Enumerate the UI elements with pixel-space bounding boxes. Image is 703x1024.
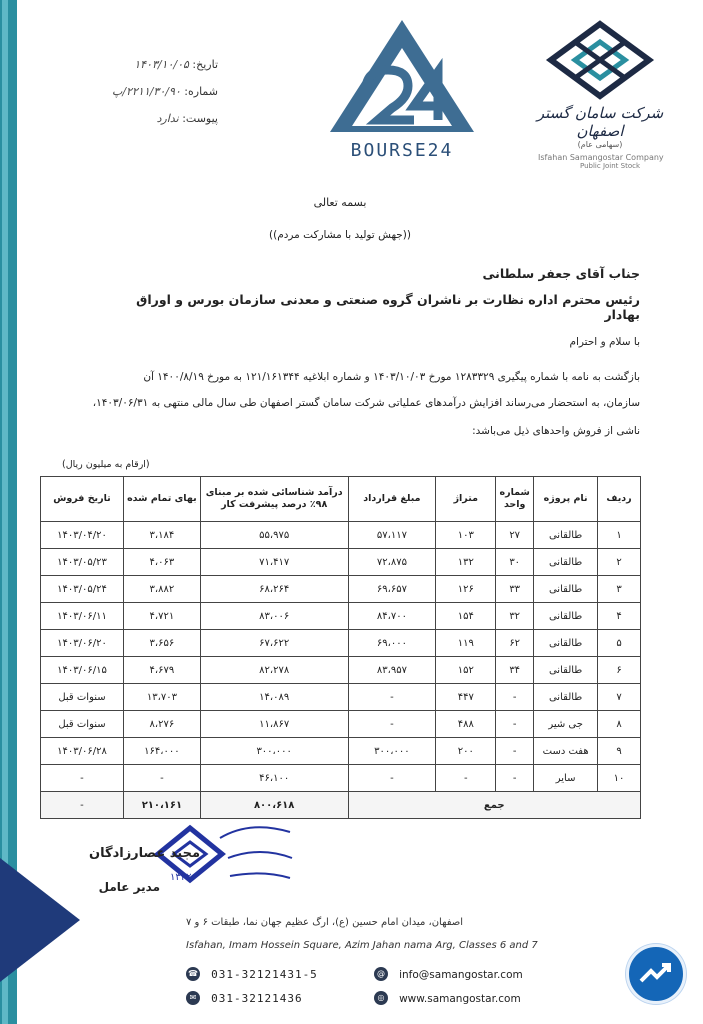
company-logo — [520, 20, 680, 170]
bourse24-logo — [322, 18, 482, 168]
cell: ۱۵۴ — [436, 603, 496, 630]
cell: ۷۱،۴۱۷ — [200, 549, 348, 576]
cell: ۶۹،۶۵۷ — [348, 576, 436, 603]
cell: ۴،۶۷۹ — [123, 657, 200, 684]
cell: هفت دست — [534, 738, 598, 765]
header-contract-amount: مبلغ قرارداد — [348, 477, 436, 522]
signer-name: مجید عصارزادگان — [89, 846, 200, 861]
phone-1-row — [186, 963, 318, 982]
table-header-row — [41, 477, 641, 522]
cell: ۸ — [598, 711, 641, 738]
cell: ۱۴۰۳/۰۵/۲۳ — [41, 549, 124, 576]
cell: ۸۴،۷۰۰ — [348, 603, 436, 630]
cell: ۱۴۰۳/۰۶/۲۰ — [41, 630, 124, 657]
website-row — [374, 987, 521, 1006]
header-cost: بهای تمام شده — [123, 477, 200, 522]
header-project-name: نام پروژه — [534, 477, 598, 522]
company-name-fa: شرکت سامان گستر اصفهان — [536, 104, 664, 140]
table-row — [41, 657, 641, 684]
signer-title: مدیر عامل — [98, 880, 160, 894]
date-value: ۱۴۰۳/۱۰/۰۵ — [134, 58, 189, 71]
cell: ۶۸،۲۶۴ — [200, 576, 348, 603]
body-line-3: ناشی از فروش واحدهای ذیل می‌باشد: — [472, 425, 640, 437]
table-row — [41, 765, 641, 792]
bourse24-wordmark: BOURSE24 — [350, 140, 454, 161]
table-total-row — [41, 792, 641, 819]
cell: ۳۰۰،۰۰۰ — [348, 738, 436, 765]
total-label: جمع — [348, 792, 641, 819]
phone-2: 031-32121436 — [211, 992, 303, 1005]
website: www.samangostar.com — [399, 993, 521, 1005]
cell: ۴،۰۶۳ — [123, 549, 200, 576]
cell: ۱ — [598, 522, 641, 549]
phone-2-row — [186, 987, 303, 1006]
left-triangle-decoration — [0, 858, 80, 982]
table-row — [41, 630, 641, 657]
body-line-2: سازمان، به استحضار می‌رساند افزایش درآمدهای عملیاتی شرکت سامان گستر اصفهان طی سال مالی منتهی به ۱۴۰۳/۰۶/۳۱، — [92, 397, 640, 409]
cell: ۱۵۲ — [436, 657, 496, 684]
cell: جی شیر — [534, 711, 598, 738]
phone-icon: ☎ — [186, 967, 200, 981]
cell: ۳۴ — [496, 657, 534, 684]
cell: ۱۰ — [598, 765, 641, 792]
bourse24-logo-icon — [322, 18, 482, 136]
cell: ۱۳،۷۰۳ — [123, 684, 200, 711]
cell: ۱۱۹ — [436, 630, 496, 657]
unit-note: (ارقام به میلیون ریال) — [62, 459, 150, 470]
table-row — [41, 738, 641, 765]
cell: - — [41, 765, 124, 792]
cell: ۱۴۰۳/۰۶/۱۱ — [41, 603, 124, 630]
cell: - — [496, 684, 534, 711]
total-income: ۸۰۰،۶۱۸ — [200, 792, 348, 819]
slogan: ((جهش تولید با مشارکت مردم)) — [269, 229, 411, 241]
cell: ۴،۷۲۱ — [123, 603, 200, 630]
table-row — [41, 684, 641, 711]
cell: ۳۲ — [496, 603, 534, 630]
cell: ۴ — [598, 603, 641, 630]
company-emblem-icon — [545, 20, 655, 100]
header-row-number: ردیف — [598, 477, 641, 522]
date-field — [58, 58, 218, 71]
cell: طالقانی — [534, 603, 598, 630]
cell: ۱۳۲ — [436, 549, 496, 576]
cell: ۴۶،۱۰۰ — [200, 765, 348, 792]
header-unit-number: شماره واحد — [496, 477, 534, 522]
table-row — [41, 711, 641, 738]
cell: - — [436, 765, 496, 792]
body-line-1: بازگشت به نامه با شماره پیگیری ۱۲۸۳۳۲۹ مورخ ۱۴۰۳/۱۰/۰۳ و شماره ابلاغیه ۱۲۱/۱۶۱۳۴۴ به مورخ ۱۴۰۰/۸/۱۹ آن — [143, 371, 640, 383]
recipient-title: رئیس محترم اداره نظارت بر ناشران گروه صنعتی و معدنی سازمان بورس و اوراق بهادار — [136, 292, 640, 322]
cell: ۱۰۳ — [436, 522, 496, 549]
bismillah: بسمه تعالی — [313, 196, 367, 209]
attachment-value: ندارد — [156, 112, 179, 125]
email: info@samangostar.com — [399, 969, 523, 981]
table-row — [41, 522, 641, 549]
address-fa: اصفهان، میدان امام حسین (ع)، ارگ عظیم جهان نما، طبقات ۶ و ۷ — [186, 917, 464, 928]
cell: - — [496, 711, 534, 738]
header-area: متراژ — [436, 477, 496, 522]
phone-1: 031-32121431-5 — [211, 968, 318, 981]
cell: ۶۷،۶۲۲ — [200, 630, 348, 657]
cell: ۲ — [598, 549, 641, 576]
cell: ۵۵،۹۷۵ — [200, 522, 348, 549]
cell: ۵ — [598, 630, 641, 657]
cell: ۲۰۰ — [436, 738, 496, 765]
cell: سنوات قبل — [41, 711, 124, 738]
attachment-label: پیوست: — [182, 112, 218, 125]
letter-meta — [58, 58, 218, 125]
sales-table — [40, 476, 641, 819]
cell: ۷۲،۸۷۵ — [348, 549, 436, 576]
cell: ۸۳،۹۵۷ — [348, 657, 436, 684]
cell: - — [348, 684, 436, 711]
bourse24-badge — [626, 944, 686, 1004]
cell: طالقانی — [534, 549, 598, 576]
cell: ۳۰ — [496, 549, 534, 576]
cell: - — [348, 711, 436, 738]
number-label: شماره: — [184, 85, 218, 98]
fax-icon: ✉ — [186, 991, 200, 1005]
address-en: Isfahan, Imam Hossein Square, Azim Jahan nama Arg, Classes 6 and 7 — [186, 940, 538, 951]
cell: ۴۴۷ — [436, 684, 496, 711]
cell: طالقانی — [534, 630, 598, 657]
date-label: تاریخ: — [192, 58, 218, 71]
cell: ۱۴۰۳/۰۴/۲۰ — [41, 522, 124, 549]
cell: سایر — [534, 765, 598, 792]
total-date: - — [41, 792, 124, 819]
table-row — [41, 549, 641, 576]
cell: ۸،۲۷۶ — [123, 711, 200, 738]
cell: ۱۴،۰۸۹ — [200, 684, 348, 711]
header-recognized-income: درآمد شناسائی شده بر مبنای ۹۸٪ درصد پیشرفت کار — [200, 477, 348, 522]
cell: ۸۳،۰۰۶ — [200, 603, 348, 630]
cell: - — [496, 738, 534, 765]
cell: ۶۹،۰۰۰ — [348, 630, 436, 657]
cell: ۷ — [598, 684, 641, 711]
table-row — [41, 576, 641, 603]
cell: ۳،۸۸۲ — [123, 576, 200, 603]
cell: ۱۲۶ — [436, 576, 496, 603]
company-type-en: Public Joint Stock — [580, 162, 641, 170]
stamp-number: ۱۳۲۲ — [170, 872, 192, 883]
cell: طالقانی — [534, 522, 598, 549]
globe-icon: ◎ — [374, 991, 388, 1005]
cell: سنوات قبل — [41, 684, 124, 711]
cell: ۱۱،۸۶۷ — [200, 711, 348, 738]
cell: ۳۳ — [496, 576, 534, 603]
table-row — [41, 603, 641, 630]
cell: ۴۸۸ — [436, 711, 496, 738]
header-sale-date: تاریخ فروش — [41, 477, 124, 522]
cell: ۱۴۰۳/۰۶/۱۵ — [41, 657, 124, 684]
email-row — [374, 963, 523, 982]
cell: ۶۲ — [496, 630, 534, 657]
total-cost: ۲۱۰،۱۶۱ — [123, 792, 200, 819]
cell: ۳۰۰،۰۰۰ — [200, 738, 348, 765]
cell: ۱۶۴،۰۰۰ — [123, 738, 200, 765]
cell: - — [496, 765, 534, 792]
trend-chart-icon — [629, 947, 683, 1001]
cell: ۵۷،۱۱۷ — [348, 522, 436, 549]
company-name-en: Isfahan Samangostar Company — [538, 153, 664, 162]
company-type-fa: (سهامی عام) — [577, 140, 623, 149]
cell: ۶ — [598, 657, 641, 684]
cell: طالقانی — [534, 684, 598, 711]
cell: - — [123, 765, 200, 792]
cell: ۲۷ — [496, 522, 534, 549]
cell: ۸۲،۲۷۸ — [200, 657, 348, 684]
cell: ۱۴۰۳/۰۵/۲۴ — [41, 576, 124, 603]
cell: طالقانی — [534, 657, 598, 684]
greeting: با سلام و احترام — [569, 336, 640, 348]
cell: ۳ — [598, 576, 641, 603]
number-value: ۲۲۱۱/۳۰/۹۰/پ — [112, 85, 181, 98]
recipient-name: جناب آقای جعفر سلطانی — [482, 266, 640, 281]
cell: ۳،۶۵۶ — [123, 630, 200, 657]
cell: - — [348, 765, 436, 792]
number-field — [58, 85, 218, 98]
attachment-field — [58, 112, 218, 125]
cell: ۹ — [598, 738, 641, 765]
cell: ۳،۱۸۴ — [123, 522, 200, 549]
cell: طالقانی — [534, 576, 598, 603]
email-icon: @ — [374, 967, 388, 981]
cell: ۱۴۰۳/۰۶/۲۸ — [41, 738, 124, 765]
